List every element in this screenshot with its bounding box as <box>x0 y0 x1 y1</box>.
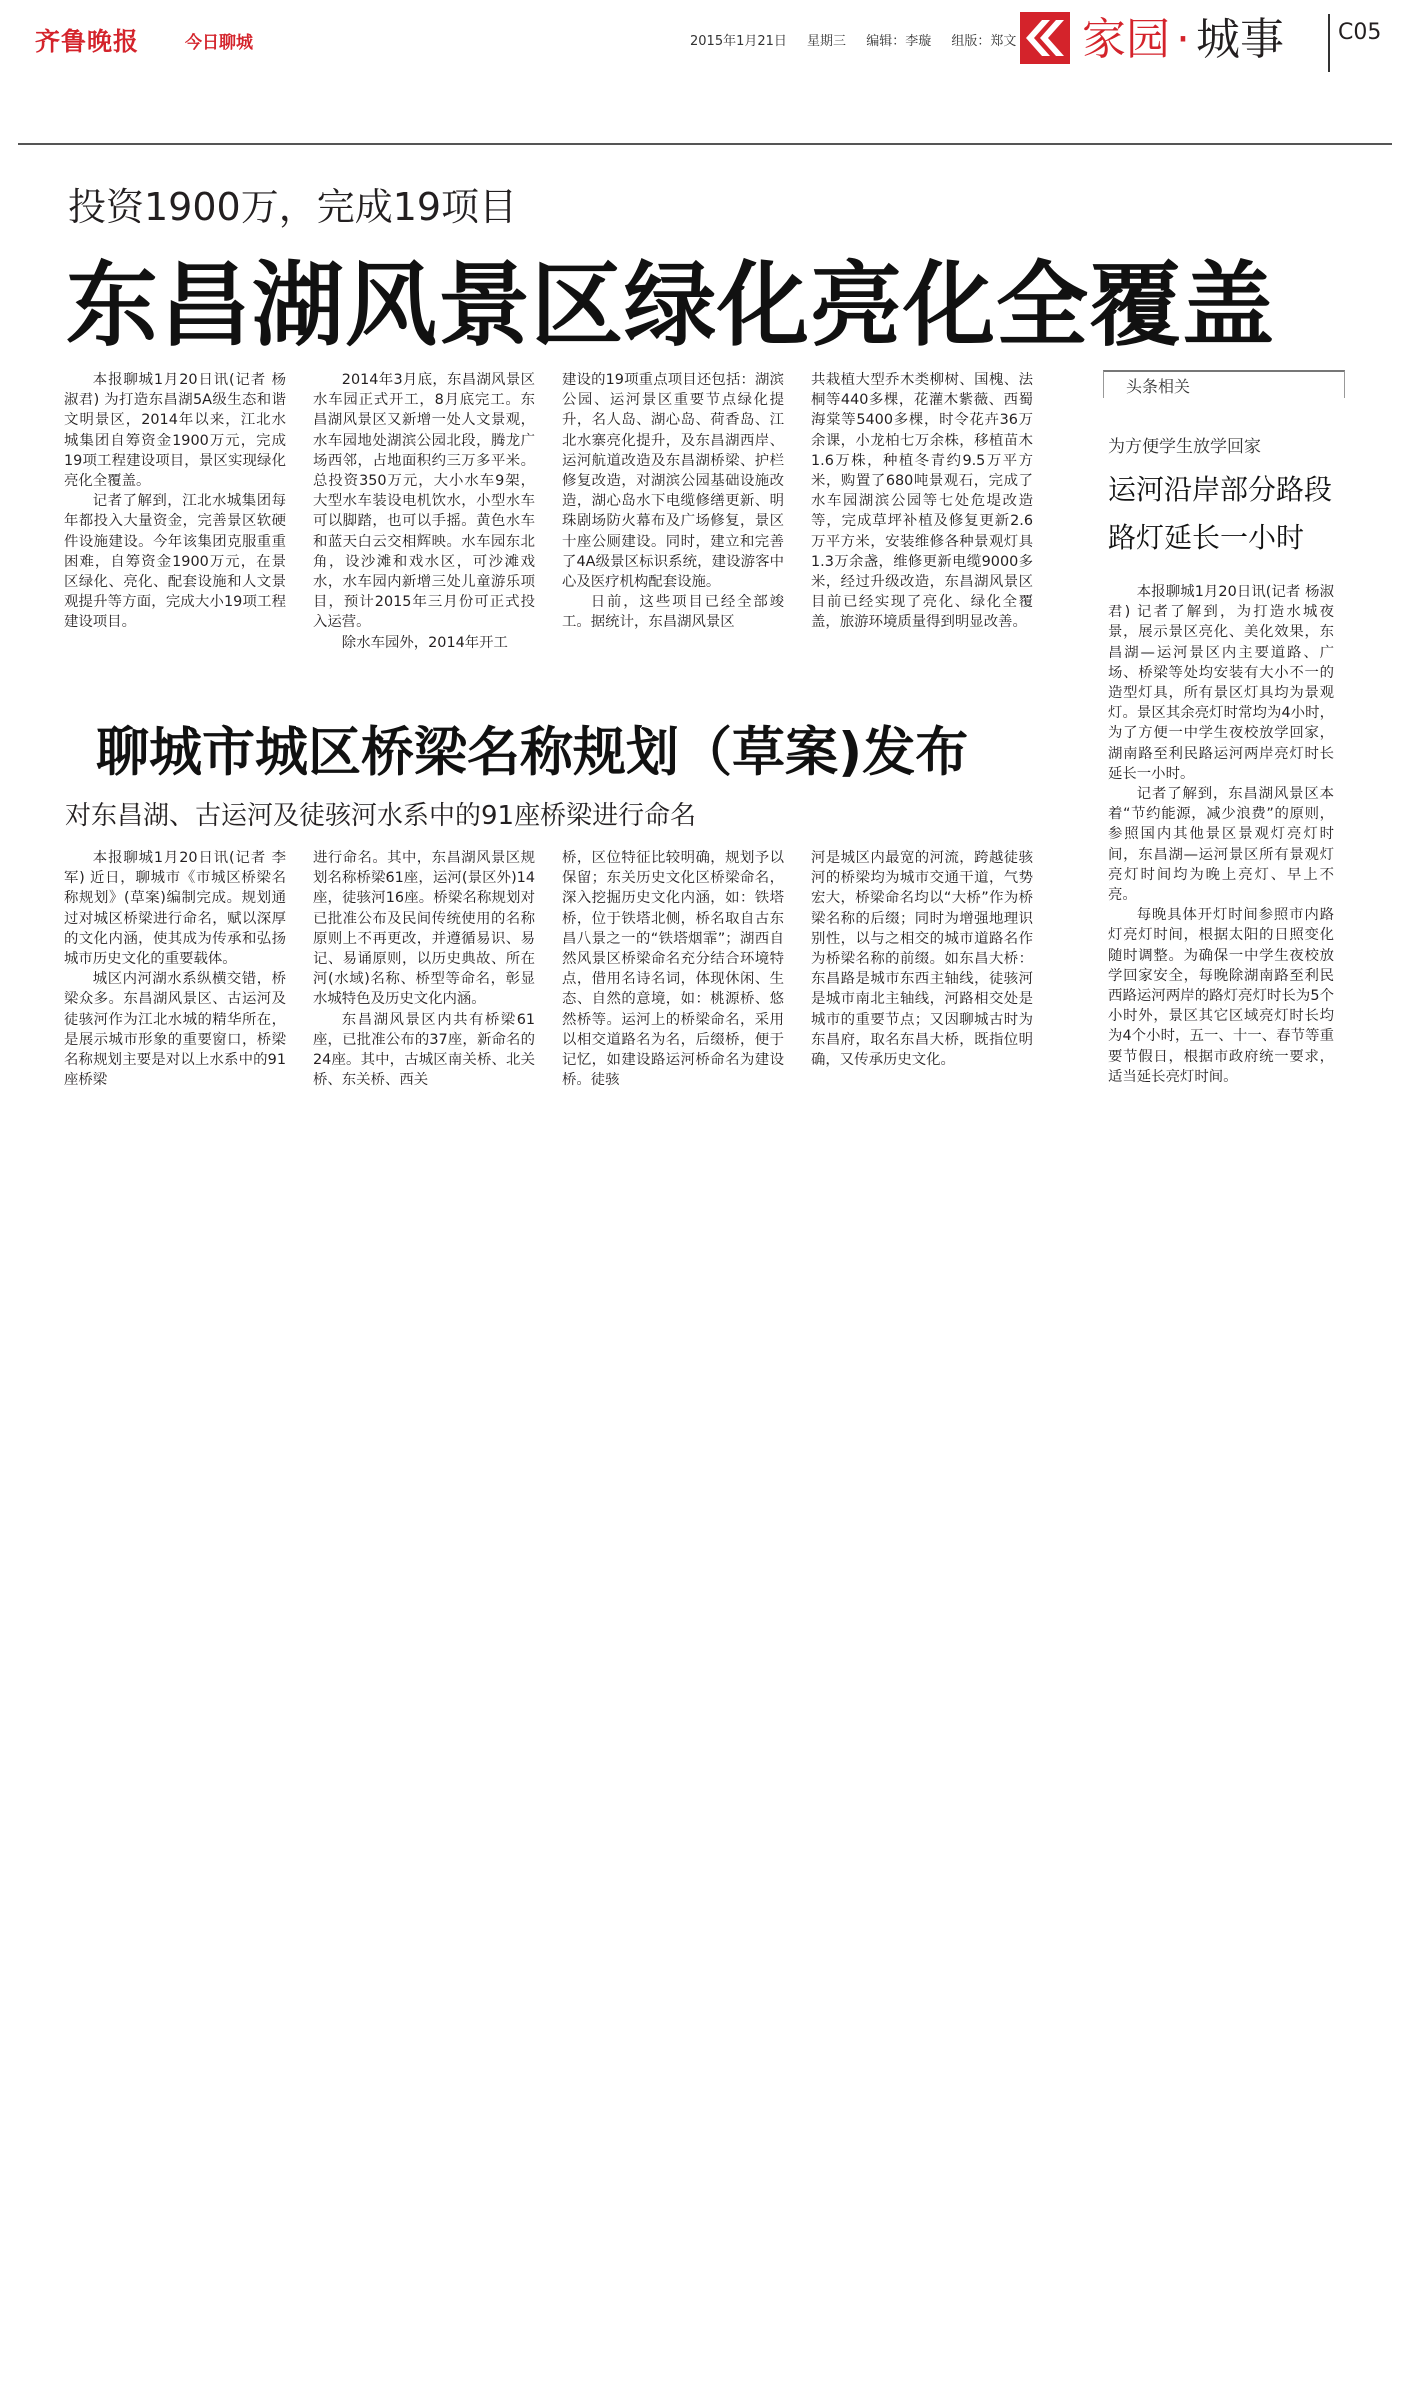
article-headline: 聊城市城区桥梁名称规划（草案)发布 <box>96 722 969 783</box>
article-column <box>313 848 535 1090</box>
paragraph: 记者了解到，江北水城集团每年都投入大量资金，完善景区软硬件设施建设。今年该集团克服重重困难，自筹资金1900万元，在景区绿化、亮化、配套设施和人文景观提升等方面，完成大小19项工程建设项目。 <box>64 493 286 631</box>
section-sub: 城事 <box>1196 14 1284 65</box>
paragraph: 共栽植大型乔木类柳树、国槐、法桐等440多棵，花灌木紫薇、西蜀海棠等5400多棵，时令花卉36万余课，小龙柏七万余株，移植苗木1.6万株，种植冬青约9.5万平方米，购置了680吨景观石，完成了水车园湖滨公园等七处危堤改造等，完成草坪补植及修复更新2.6万平方米，安装维修各种景观灯具1.3万余盏，维修更新电缆9000多米，经过升级改造，东昌湖风景区目前已经实现了亮化、绿化全覆盖，旅游环境质量得到明显改善。 <box>811 372 1033 631</box>
paragraph: 城区内河湖水系纵横交错，桥梁众多。东昌湖风景区、古运河及徒骇河作为江北水城的精华所在，是展示城市形象的重要窗口，桥梁名称规划主要是对以上水系中的91座桥梁 <box>64 971 286 1089</box>
article-column <box>562 848 784 1090</box>
paragraph: 本报聊城1月20日讯(记者 杨淑君) 记者了解到，为打造水城夜景，展示景区亮化、美化效果，东昌湖—运河景区内主要道路、广场、桥梁等处均安装有大小不一的造型灯具，所有景区灯具均为景观灯。景区其余亮灯时常均为4小时，为了方便一中学生夜校放学回家，湖南路至利民路运河两岸亮灯时长延长一小时。 <box>1108 584 1334 782</box>
header-meta <box>690 30 1032 49</box>
sidebar-title-line: 运河沿岸部分路段 <box>1108 473 1333 506</box>
paragraph: 日前，这些项目已经全部竣工。据统计，东昌湖风景区 <box>562 594 784 631</box>
masthead-logo: 齐鲁晚报 <box>35 27 140 56</box>
issue-weekday: 星期三 <box>807 34 847 49</box>
sidebar-tag: 头条相关 <box>1126 377 1191 396</box>
article-column <box>64 848 286 1090</box>
page-number: C05 <box>1338 20 1382 45</box>
paragraph: 本报聊城1月20日讯(记者 李军) 近日，聊城市《市城区桥梁名称规划》(草案)编制完成。规划通过对城区桥梁进行命名，赋以深厚的文化内涵，使其成为传承和弘扬城市历史文化的重要载体。 <box>64 850 286 968</box>
paragraph: 建设的19项重点项目还包括：湖滨公园、运河景区重要节点绿化提升，名人岛、湖心岛、荷香岛、江北水寨亮化提升，及东昌湖西岸、运河航道改造及东昌湖桥梁、护栏修复改造，对湖滨公园基础设施改造，湖心岛水下电缆修缮更新、明珠剧场防火幕布及广场修复，景区十座公厕建设。同时，建立和完善了4A级景区标识系统，建设游客中心及医疗机构配套设施。 <box>562 372 784 591</box>
section-title <box>1082 14 1284 66</box>
sidebar-title-line: 路灯延长一小时 <box>1108 521 1305 554</box>
paragraph: 河是城区内最宽的河流，跨越徒骇河的桥梁均为城市交通干道，气势宏大，桥梁命名均以“大桥”作为桥梁名称的后缀；同时为增强地理识别性，以与之相交的城市道路名作为桥梁名称的前缀。如东昌大桥：东昌路是城市东西主轴线，徒骇河是城市南北主轴线，河路相交处是城市的重要节点；又因聊城古时为东昌府，取名东昌大桥，既指位明确，又传承历史文化。 <box>811 850 1033 1069</box>
article-kicker: 投资1900万，完成19项目 <box>68 185 518 229</box>
section-main: 家园 <box>1082 14 1170 65</box>
article-column <box>64 370 286 633</box>
paragraph: 记者了解到，东昌湖风景区本着“节约能源，减少浪费”的原则，参照国内其他景区景观灯亮灯时间，东昌湖—运河景区所有景观灯亮灯时间均为晚上亮灯、早上不亮。 <box>1108 786 1334 904</box>
issue-date: 2015年1月21日 <box>690 34 787 49</box>
article-subhead: 对东昌湖、古运河及徒骇河水系中的91座桥梁进行命名 <box>65 801 697 831</box>
paragraph: 除水车园外，2014年开工 <box>341 634 508 651</box>
section-dot: · <box>1176 14 1190 65</box>
article-column <box>562 370 784 633</box>
sidebar-kicker: 为方便学生放学回家 <box>1108 437 1261 457</box>
editor-credit: 编辑：李璇 <box>866 34 932 49</box>
header-divider <box>1328 14 1330 72</box>
article-headline: 东昌湖风景区绿化亮化全覆盖 <box>66 252 1276 359</box>
header-rule <box>18 143 1392 145</box>
paragraph: 2014年3月底，东昌湖风景区水车园正式开工，8月底完工。东昌湖风景区又新增一处人文景观，水车园地处湖滨公园北段，腾龙广场西邻，占地面积约三万多平米。总投资350万元，大小水车9架，大型水车装设电机饮水，小型水车可以脚踏，也可以手摇。黄色水车和蓝天白云交相辉映。水车园东北角，设沙滩和戏水区，可沙滩戏水，水车园内新增三处儿童游乐项目，预计2015年三月份可正式投入运营。 <box>313 372 535 631</box>
paragraph: 桥，区位特征比较明确，规划予以保留；东关历史文化区桥梁命名，深入挖掘历史文化内涵，如：铁塔桥，位于铁塔北侧，桥名取自古东昌八景之一的“铁塔烟霏”；湖西自然风景区桥梁命名充分结合环境特点，借用名诗名词，体现休闲、生态、自然的意境，如：桃源桥、悠然桥等。运河上的桥梁命名，采用以相交道路名为名，后缀桥，便于记忆，如建设路运河桥命名为建设桥。徒骇 <box>562 850 784 1089</box>
section-chevron-icon <box>1020 12 1070 64</box>
edition-name: 今日聊城 <box>185 33 253 53</box>
article-column <box>811 848 1033 1070</box>
paragraph: 东昌湖风景区内共有桥梁61座，已批准公布的37座，新命名的24座。其中，古城区南关桥、北关桥、东关桥、西关 <box>313 1011 535 1089</box>
layout-credit: 组版：郑文 <box>951 34 1017 49</box>
article-column <box>313 370 535 653</box>
paragraph: 进行命名。其中，东昌湖风景区规划名称桥梁61座，运河(景区外)14座，徒骇河16座。桥梁名称规划对已批准公布及民间传统使用的名称原则上不再更改，并遵循易识、易记、易诵原则，以历史典故、所在河(水域)名称、桥型等命名，彰显水城特色及历史文化内涵。 <box>313 850 535 1008</box>
paragraph: 每晚具体开灯时间参照市内路灯亮灯时间，根据太阳的日照变化随时调整。为确保一中学生夜校放学回家安全，每晚除湖南路至利民西路运河两岸的路灯亮灯时长为5个小时外，景区其它区域亮灯时长均为4个小时，五一、十一、春节等重要节假日，根据市政府统一要求，适当延长亮灯时间。 <box>1108 907 1334 1085</box>
sidebar-body <box>1108 582 1334 1087</box>
paragraph: 本报聊城1月20日讯(记者 杨淑君) 为打造东昌湖5A级生态和谐文明景区，2014年以来，江北水城集团自筹资金1900万元，完成19项工程建设项目，景区实现绿化亮化全覆盖。 <box>64 372 286 490</box>
article-column <box>811 370 1033 633</box>
